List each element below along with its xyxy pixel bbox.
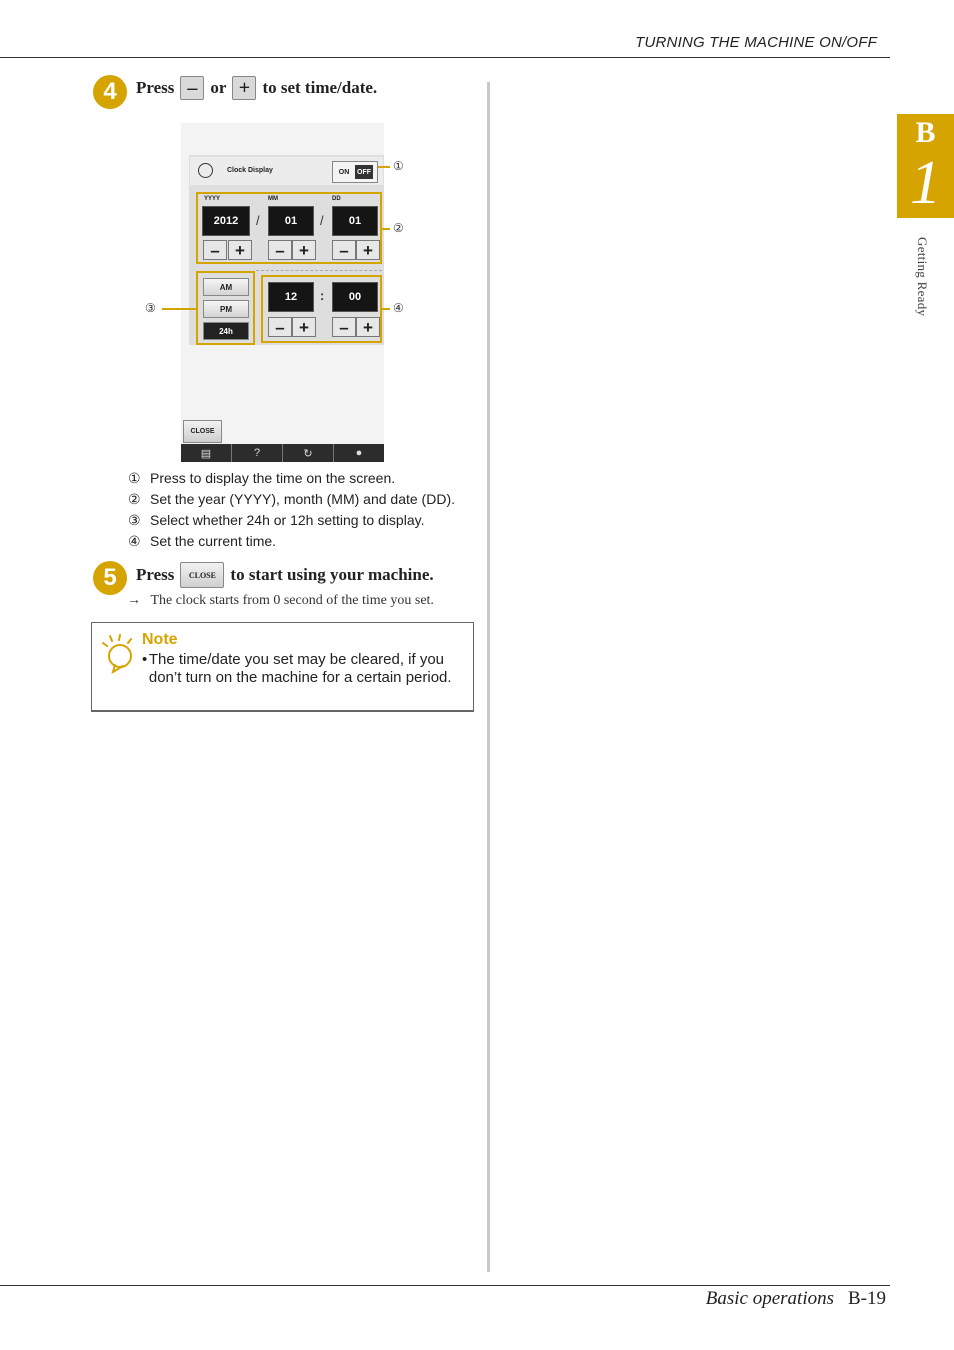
step-5-result [127, 593, 434, 609]
screen-close-button[interactable]: CLOSE [183, 420, 222, 443]
am-button[interactable]: AM [203, 278, 249, 296]
footer-section: Basic operations [705, 1288, 834, 1309]
step-4-text: to set time/date. [262, 78, 378, 97]
legend-num: ② [128, 491, 141, 507]
time-divider [256, 270, 382, 272]
running-header: TURNING THE MACHINE ON/OFF [635, 34, 877, 51]
chapter-label: Getting Ready [915, 237, 930, 317]
legend-item-4 [128, 533, 276, 550]
time-separator: : [320, 288, 325, 303]
24h-button[interactable]: 24h [203, 322, 249, 340]
step-5-instruction [136, 562, 434, 588]
minute-value: 00 [332, 282, 378, 312]
day-plus-button[interactable]: + [356, 240, 380, 260]
month-minus-button[interactable]: – [268, 240, 292, 260]
footer-rule [0, 1285, 890, 1286]
legend-item-2 [128, 491, 455, 508]
note-lightbulb-icon [101, 634, 135, 678]
note-text: The time/date you set may be cleared, if you don’t turn on the machine for a certain period. [148, 651, 452, 686]
legend-num: ① [128, 470, 141, 486]
year-label: YYYY [204, 196, 221, 202]
result-text: The clock starts from 0 second of the time you set. [150, 593, 434, 608]
chapter-letter: B [915, 116, 936, 149]
note-title: Note [142, 631, 178, 648]
header-rule [0, 57, 890, 58]
callout-3-line [162, 308, 196, 310]
footer [706, 1288, 886, 1310]
column-divider [487, 82, 490, 1272]
legend-text: Set the year (YYYY), month (MM) and date (DD). [150, 491, 455, 507]
callout-4-line [382, 308, 390, 310]
screen-bottom-bar [181, 444, 384, 462]
clock-icon [198, 163, 213, 178]
legend-text: Select whether 24h or 12h setting to display. [150, 512, 425, 528]
sewing-mode-icon[interactable]: ● [355, 447, 363, 459]
year-plus-button[interactable]: + [228, 240, 252, 260]
day-label: DD [332, 196, 341, 202]
callout-1: ① [393, 159, 404, 173]
step-5-badge: 5 [93, 561, 127, 595]
hour-plus-button[interactable]: + [292, 317, 316, 337]
step-4-or: or [210, 78, 227, 97]
minute-plus-button[interactable]: + [356, 317, 380, 337]
legend-num: ④ [128, 533, 141, 549]
date-separator-2: / [320, 213, 324, 228]
legend-num: ③ [128, 512, 141, 528]
settings-reset-icon[interactable]: ↻ [283, 444, 334, 462]
toggle-on: ON [338, 168, 350, 176]
legend-text: Set the current time. [150, 533, 277, 549]
chapter-tab [897, 114, 954, 218]
result-arrow-icon: → [127, 593, 141, 608]
day-value: 01 [332, 206, 378, 236]
close-key-icon: CLOSE [180, 562, 224, 588]
clock-display-toggle[interactable] [332, 161, 378, 183]
month-label: MM [268, 196, 278, 202]
legend-text: Press to display the time on the screen. [150, 470, 396, 486]
step-5-text: to start using your machine. [230, 565, 434, 584]
minute-minus-button[interactable]: – [332, 317, 356, 337]
step-4-press: Press [136, 78, 175, 97]
callout-2: ② [393, 221, 404, 235]
document-icon[interactable]: ▤ [181, 444, 232, 462]
chapter-number: 1 [910, 149, 941, 217]
month-value: 01 [268, 206, 314, 236]
note-item [142, 651, 467, 687]
toggle-off: OFF [355, 165, 373, 179]
step-5-press: Press [136, 565, 175, 584]
note-bullet: • [142, 651, 148, 668]
pm-button[interactable]: PM [203, 300, 249, 318]
callout-2-line [382, 228, 390, 230]
minus-key-icon: – [180, 76, 204, 100]
day-minus-button[interactable]: – [332, 240, 356, 260]
date-separator-1: / [256, 213, 260, 228]
callout-3: ③ [145, 301, 156, 315]
callout-1-line [378, 166, 390, 168]
legend-item-3 [128, 512, 424, 529]
legend-item-1 [128, 470, 395, 487]
hour-value: 12 [268, 282, 314, 312]
year-minus-button[interactable]: – [203, 240, 227, 260]
page-number: B-19 [848, 1288, 886, 1309]
clock-display-label: Clock Display [227, 167, 273, 174]
step-4-badge: 4 [93, 75, 127, 109]
plus-key-icon: + [232, 76, 256, 100]
help-icon[interactable]: ? [232, 444, 283, 462]
month-plus-button[interactable]: + [292, 240, 316, 260]
callout-4: ④ [393, 301, 404, 315]
step-4-instruction [136, 76, 377, 100]
year-value: 2012 [202, 206, 250, 236]
hour-minus-button[interactable]: – [268, 317, 292, 337]
